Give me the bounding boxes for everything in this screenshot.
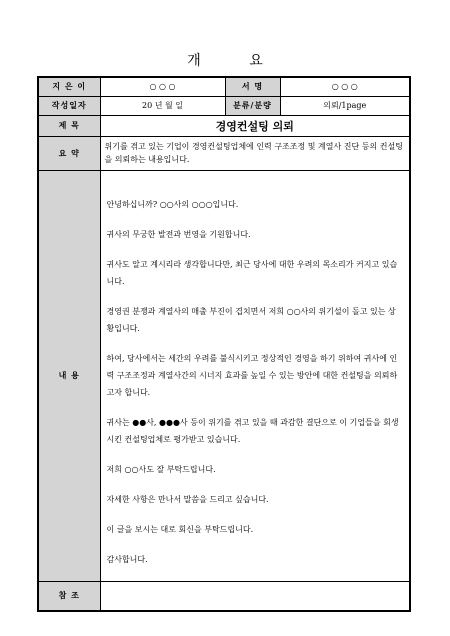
content-paragraph: 귀사도 알고 계시리라 생각합니다만, 최근 당사에 대한 우려의 목소리가 커지고 있습니다. xyxy=(106,259,398,286)
subject-label: 제 목 xyxy=(38,115,100,136)
signature-value: ○ ○ ○ xyxy=(280,77,410,96)
content-body xyxy=(100,170,410,581)
summary-label: 요 약 xyxy=(38,136,100,170)
reference-value xyxy=(100,581,410,611)
reference-label: 참 조 xyxy=(38,581,100,611)
content-paragraph: 자세한 사항은 만나서 말씀을 드리고 싶습니다. xyxy=(106,494,269,504)
content-paragraph: 안녕하십니까? ○○사의 ○○○입니다. xyxy=(106,199,239,209)
content-paragraph: 이 글을 보시는 대로 회신을 부탁드립니다. xyxy=(106,524,254,534)
content-paragraph: 귀사는 ●●사, ●●●사 등이 위기를 겪고 있을 때 과감한 결단으로 이 기업들을 회생시킨 컨설팅업체로 평가받고 있습니다. xyxy=(106,417,399,444)
document-title: 개 요 xyxy=(187,53,285,69)
content-paragraph: 저희 ○○사도 잘 부탁드립니다. xyxy=(106,464,216,474)
content-label: 내 용 xyxy=(38,170,100,581)
signature-label: 서 명 xyxy=(225,77,280,96)
summary-value: 위기를 겪고 있는 기업이 경영컨설팅업체에 인력 구조조정 및 계열사 진단 등의 컨설팅을 의뢰하는 내용입니다. xyxy=(100,136,410,170)
content-paragraph: 귀사의 무궁한 발전과 번영을 기원합니다. xyxy=(106,229,251,239)
category-value: 의뢰/1page xyxy=(280,96,410,115)
summary-form xyxy=(37,76,411,612)
date-value: 20 년 월 일 xyxy=(100,96,225,115)
category-label: 분류/분량 xyxy=(225,96,280,115)
content-paragraph: 감사합니다. xyxy=(106,554,148,564)
author-label: 지 은 이 xyxy=(38,77,100,96)
author-value: ○ ○ ○ xyxy=(100,77,225,96)
date-label: 작성일자 xyxy=(38,96,100,115)
subject-value: 경영컨설팅 의뢰 xyxy=(100,115,410,136)
content-paragraph: 하여, 당사에서는 세간의 우려를 불식시키고 정상적인 경영을 하기 위하여 귀사에 인력 구조조정과 계열사간의 시너지 효과를 높일 수 있는 방안에 대한 컨설팅을 의뢰하고자 합니다. xyxy=(106,353,398,397)
content-paragraph: 경영권 분쟁과 계열사의 매출 부진이 겹치면서 저희 ○○사의 위기설이 돌고 있는 상황입니다. xyxy=(106,306,396,333)
